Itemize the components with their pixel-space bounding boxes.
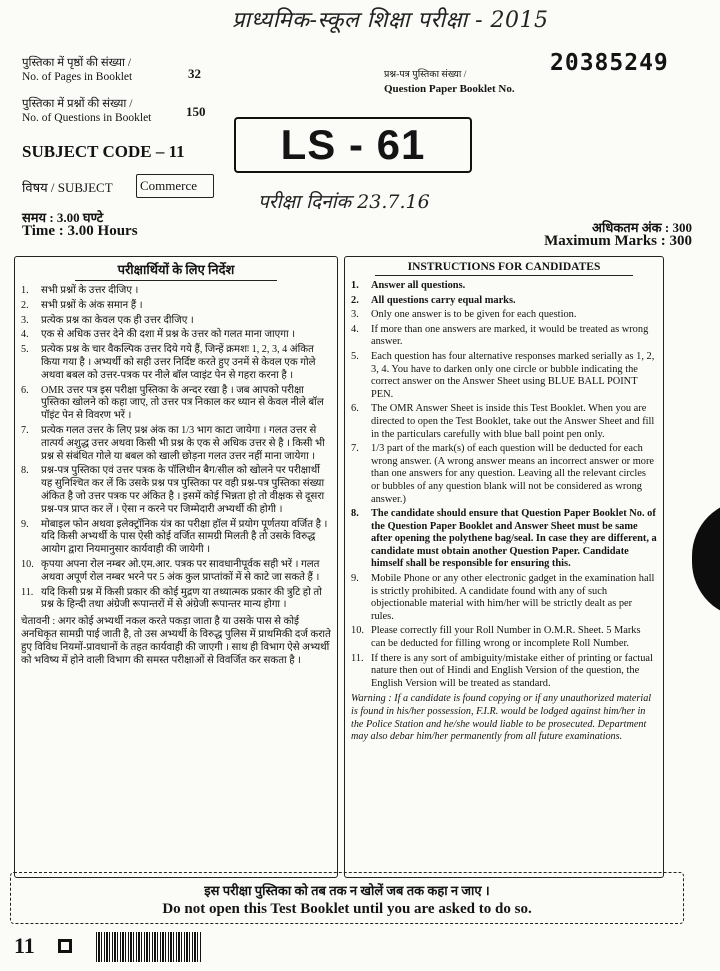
hindi-instruction-7: 7. प्रत्येक गलत उत्तर के लिए प्रश्न अंक का 1/3 भाग काटा जायेगा । गलत उत्तर से तात्पर्य अशुद्ध उत्तर अथवा किसी भी प्रश्न के एक से अधिक उत्तर से है । किसी भी प्रश्न से संबंधित गोले या बबल को खाली छोड़ना गलत उत्तर नहीं माना जायेगा । bbox=[21, 424, 325, 462]
pages-label bbox=[22, 56, 192, 84]
english-instruction-4: 4. If more than one answers are marked, it would be treated as wrong answer. bbox=[351, 323, 649, 348]
questions-label bbox=[22, 97, 192, 125]
hindi-instructions-list bbox=[21, 285, 331, 612]
pages-label-hi: पुस्तिका में पृष्ठों की संख्या / bbox=[22, 57, 132, 69]
hindi-instruction-1: 1. सभी प्रश्नों के उत्तर दीजिए । bbox=[21, 285, 139, 296]
do-not-open-notice bbox=[10, 872, 684, 924]
hindi-warning: चेतावनी : अगर कोई अभ्यर्थी नकल करते पकड़ा जाता है या उसके पास से कोई अनधिकृत सामग्री पाई जाती है, तो उस अभ्यर्थी के विरुद्ध पुलिस में प्राथमिकी दर्ज कराते हुए विविध नियमों-प्रावधानों के तहत कार्यवाही की जाएगी । साथ ही विभाग ऐसे अभ्यर्थी को भविष्य में होने वाली विभाग की समस्त परीक्षाओं से विवर्जित कर सकता है । bbox=[21, 616, 331, 666]
handwritten-top-note: प्राध्यमिक-स्कूल शिक्षा परीक्षा - 2015 bbox=[232, 8, 549, 33]
do-not-open-hi: इस परीक्षा पुस्तिका को तब तक न खोलें जब तक कहा न जाए । bbox=[204, 883, 490, 898]
english-instruction-8: 8. The candidate should ensure that Question Paper Booklet No. of the Question Paper Booklet and Answer Sheet must be same after opening the polythene bag/seal. In case they are different, a candidate must obtain another Question Paper. Candidate himself shall be responsible for ensuring this. bbox=[351, 508, 657, 570]
hindi-instructions-heading: परीक्षार्थियों के लिए निर्देश bbox=[75, 257, 277, 281]
english-instruction-7: 7. 1/3 part of the mark(s) of each question will be deducted for each wrong answer. (A wrong answer means an incorrect answer or more than one answers for any question. Leaving all the relevant circles or bubbles of any question blank will not be considered as wrong answer.) bbox=[351, 443, 655, 505]
hindi-instruction-5: 5. प्रत्येक प्रश्न के चार वैकल्पिक उत्तर दिये गये हैं, जिन्हें क्रमशः 1, 2, 3, 4 अंकित किया गया है । अभ्यर्थी को सही उत्तर निर्दिष्ट करते हुए उनमें से केवल एक गोले अथवा बबल को उत्तर-पत्रक पर नीले बॉल प्वाइंट पेन से गहरा करना है । bbox=[21, 344, 316, 381]
footer-square-icon bbox=[58, 939, 72, 953]
paper-code: LS - 61 bbox=[280, 121, 426, 168]
time-hi: समय : 3.00 घण्टे bbox=[22, 210, 104, 225]
hindi-instruction-10: 10. कृपया अपना रोल नम्बर ओ.एम.आर. पत्रक पर सावधानीपूर्वक सही भरें । गलत अथवा अपूर्ण रोल नम्बर भरने पर 5 अंक कुल प्राप्तांकों में से काटे जा सकते हैं । bbox=[21, 558, 320, 583]
edge-tab-mark bbox=[692, 500, 720, 618]
english-instruction-10: 10. Please correctly fill your Roll Number in O.M.R. Sheet. 5 Marks can be deducted for filling wrong or incomplete Roll Number. bbox=[351, 625, 641, 650]
max-marks-hi: अधिकतम अंक : 300 bbox=[592, 220, 692, 235]
questions-value: 150 bbox=[186, 104, 206, 119]
hindi-instruction-11: 11. यदि किसी प्रश्न में किसी प्रकार की कोई मुद्रण या तथ्यात्मक प्रकार की त्रुटि हो तो प्रश्न के हिन्दी तथा अंग्रेजी रूपान्तरों में से अंग्रेजी रूपान्तर मान्य होगा । bbox=[21, 586, 322, 611]
hindi-instruction-9: 9. मोबाइल फोन अथवा इलेक्ट्रॉनिक यंत्र का परीक्षा हॉल में प्रयोग पूर्णतया वर्जित है । यदि किसी अभ्यर्थी के पास ऐसी कोई वर्जित सामग्री मिलती है तो उसके विरुद्ध आयोग द्वारा नियमानुसार कार्यवाही की जायेगी । bbox=[21, 518, 328, 556]
subject-value-box bbox=[136, 174, 214, 198]
time-en: Time : 3.00 Hours bbox=[22, 223, 138, 239]
booklet-no-label bbox=[384, 68, 515, 96]
questions-label-en: No. of Questions in Booklet bbox=[22, 112, 152, 124]
pages-value: 32 bbox=[188, 66, 201, 81]
hindi-instruction-6: 6. OMR उत्तर पत्र इस परीक्षा पुस्तिका के अन्दर रखा है । जब आपको परीक्षा पुस्तिका खोलने को कहा जाए, तो उत्तर पत्र निकाल कर ध्यान से केवल नीले बॉल पॉइंट पेन से विवरण भरें । bbox=[21, 384, 324, 422]
english-instruction-9: 9. Mobile Phone or any other electronic gadget in the examination hall is strictly prohibited. A candidate found with any of such objectionable material with him/her will be strictly dealt as per rules. bbox=[351, 573, 655, 622]
do-not-open-en: Do not open this Test Booklet until you are asked to do so. bbox=[162, 901, 532, 917]
booklet-no-value: 20385249 bbox=[550, 50, 669, 76]
english-instruction-2: 2. All questions carry equal marks. bbox=[351, 294, 516, 306]
hindi-instruction-8: 8. प्रश्न-पत्र पुस्तिका एवं उत्तर पत्रक के पॉलिथीन बैग/सील को खोलने पर परीक्षार्थी यह सुनिश्चित कर लें कि उसके प्रश्न पत्र पुस्तिका पर वही प्रश्न-पत्र पुस्तिका संख्या अंकित है जो उत्तर पत्रक पर अंकित है । इसमें कोई भिन्नता हो तो वीक्षक से दूसरा प्रश्न-पत्र प्राप्त कर लें । ऐसा न करने पर जिम्मेदारी अभ्यर्थी की होगी । bbox=[21, 465, 325, 515]
paper-code-box bbox=[234, 117, 472, 173]
footer-code: 11 bbox=[14, 933, 35, 958]
max-marks-en: Maximum Marks : 300 bbox=[544, 233, 692, 249]
hindi-instruction-3: 3. प्रत्येक प्रश्न का केवल एक ही उत्तर दीजिए । bbox=[21, 314, 194, 326]
english-instruction-6: 6. The OMR Answer Sheet is inside this Test Booklet. When you are directed to open the Test Booklet, take out the Answer Sheet and fill in the particulars carefully with blue ball point pen only. bbox=[351, 403, 655, 440]
english-instruction-1: 1. Answer all questions. bbox=[351, 280, 466, 291]
subject-value: Commerce bbox=[140, 178, 198, 193]
hindi-instruction-2: 2. सभी प्रश्नों के अंक समान हैं । bbox=[21, 299, 143, 311]
subject-code: SUBJECT CODE – 11 bbox=[22, 142, 185, 161]
english-warning: Warning : If a candidate is found copying or if any unauthorized material is found in his/her possession, F.I.R. would be lodged against him/her in the Police Station and he/she would liable to be prosecuted. Department may also debar him/her permanently from all future examinations. bbox=[351, 693, 652, 743]
hindi-instructions-panel bbox=[14, 256, 338, 878]
subject-label: विषय / SUBJECT bbox=[22, 180, 113, 195]
english-instructions-heading: INSTRUCTIONS FOR CANDIDATES bbox=[375, 257, 633, 276]
handwritten-exam-date: परीक्षा दिनांक 23.7.16 bbox=[258, 191, 430, 213]
english-instructions-list bbox=[351, 280, 657, 690]
hindi-instruction-4: 4. एक से अधिक उत्तर देने की दशा में प्रश्न के उत्तर को गलत माना जाएगा । bbox=[21, 329, 296, 341]
questions-label-hi: पुस्तिका में प्रश्नों की संख्या / bbox=[22, 98, 133, 110]
booklet-no-label-hi: प्रश्न-पत्र पुस्तिका संख्या / bbox=[384, 70, 467, 80]
barcode bbox=[96, 932, 202, 962]
english-instructions-panel bbox=[344, 256, 664, 878]
booklet-no-label-en: Question Paper Booklet No. bbox=[384, 83, 515, 95]
english-instruction-11: 11. If there is any sort of ambiguity/mistake either of printing or factual nature then out of Hindi and English Version of the question, the English Version will be treated as standard. bbox=[351, 652, 653, 689]
english-instruction-3: 3. Only one answer is to be given for each question. bbox=[351, 309, 577, 321]
pages-label-en: No. of Pages in Booklet bbox=[22, 71, 133, 83]
english-instruction-5: 5. Each question has four alternative responses marked serially as 1, 2, 3, 4. You have to darken only one circle or bubble indicating the correct answer on the Answer Sheet using BLUE BALL POINT PEN. bbox=[351, 350, 655, 400]
